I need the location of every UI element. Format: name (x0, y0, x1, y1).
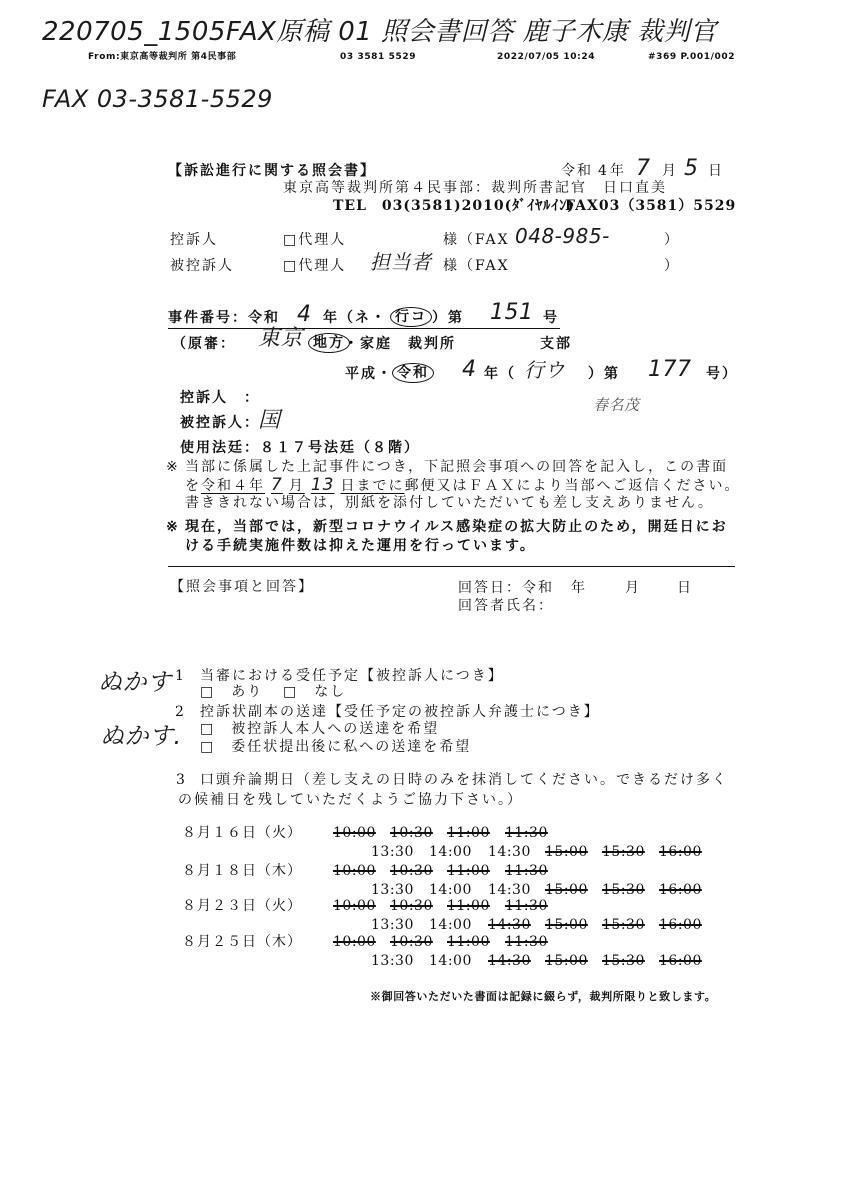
time-slot-afternoon: 14:00 (429, 844, 472, 860)
date-day-unit: 日 (708, 163, 724, 179)
time-slot-morning: 10:30 (390, 863, 433, 879)
sender-fax: FAX03（3581）5529 (565, 198, 737, 214)
appellant-label: 控訴人 ： (180, 390, 260, 406)
original-court-kind-rest: ・家庭 裁判所 (344, 336, 456, 352)
original-court-branch: 支部 (540, 336, 572, 352)
time-slot-afternoon: 15:30 (602, 917, 645, 933)
deadline-suffix: 日までに (340, 478, 405, 494)
item-option-checkbox: □ 被控訴人本人への送達を希望 (200, 721, 440, 737)
notice-covid-mark: ※ (166, 519, 180, 535)
deadline-month-unit: 月 (288, 478, 305, 494)
original-number-prefix: ）第 (588, 366, 620, 382)
original-era-circled: 令和 (392, 363, 434, 383)
case-type-circled: 行コ (390, 307, 432, 327)
original-court-place-handwritten: 東京 (258, 326, 304, 351)
recipient-close-paren: ） (664, 258, 680, 274)
fax-header-datetime: 2022/07/05 10:24 (497, 52, 596, 62)
time-slot-morning: 11:30 (505, 825, 548, 841)
response-year-unit: 年 (571, 580, 587, 596)
time-slot-afternoon: 16:00 (659, 917, 702, 933)
response-date-label: 回答日：令和 (458, 580, 554, 596)
hearing-date: ８月２５日（木） (182, 934, 302, 950)
item-text: 当審における受任予定【被控訴人につき】 (200, 668, 504, 684)
original-year-unit: 年（ (484, 366, 516, 382)
time-slot-morning: 10:00 (333, 825, 376, 841)
time-slot-morning: 10:30 (390, 825, 433, 841)
original-year-handwritten: 4 (462, 357, 477, 382)
time-slot-morning: 11:00 (447, 863, 490, 879)
item-number: 1 (175, 668, 186, 684)
notice-covid-line1: 現在，当部では，新型コロナウイルス感染症の拡大防止のため，開廷日にお (185, 519, 728, 535)
document-title: 【訴訟進行に関する照会書】 (168, 163, 376, 179)
date-month-handwritten: 7 (636, 156, 651, 181)
notice-request-mark: ※ (166, 459, 180, 475)
handwritten-fax-number: FAX 03-3581-5529 (42, 85, 273, 113)
time-slot-afternoon: 15:30 (602, 882, 645, 898)
fax-header-phone: 03 3581 5529 (340, 52, 417, 62)
time-slot-afternoon: 14:00 (429, 953, 472, 969)
time-slot-afternoon: 16:00 (659, 844, 702, 860)
time-slot-afternoon: 16:00 (659, 882, 702, 898)
time-slot-afternoon: 15:30 (602, 953, 645, 969)
notice-covid-line2: ける手続実施件数は抑えた運用を行っています。 (185, 538, 536, 554)
recipient-honorific: 様（FAX (443, 232, 510, 248)
time-slot-afternoon: 15:00 (545, 917, 588, 933)
recipient-name-handwritten: 担当者 (370, 250, 432, 274)
time-slot-afternoon: 13:30 (371, 953, 414, 969)
case-number-handwritten: 151 (490, 300, 534, 325)
time-slot-afternoon: 14:30 (488, 953, 531, 969)
response-day-unit: 日 (677, 580, 693, 596)
date-year: 4 (598, 163, 609, 179)
notice-request-line2-end: 郵便又はＦＡＸにより当部へご返信ください。 (404, 478, 741, 494)
item-option-checkbox: □ なし (283, 684, 347, 700)
item-option-checkbox: □ あり (200, 684, 264, 700)
section-divider (168, 566, 735, 567)
deadline-day-handwritten: 13 (310, 475, 335, 495)
time-slot-afternoon: 13:30 (371, 882, 414, 898)
time-slot-morning: 11:30 (505, 934, 548, 950)
time-slot-morning: 11:00 (447, 825, 490, 841)
original-court-kind-circled: 地方 (308, 333, 350, 353)
time-slot-afternoon: 13:30 (371, 844, 414, 860)
notice-request-line2-start: を (185, 478, 201, 494)
response-heading: 【照会事項と回答】 (170, 579, 314, 595)
notice-request-line3: 書ききれない場合は，別紙を添付していただいても差し支えありません。 (185, 495, 714, 511)
hearing-item-line1: 口頭弁論期日（差し支えの日時のみを抹消してください。できるだけ多く (200, 772, 728, 788)
hearing-date: ８月１６日（火） (182, 825, 302, 841)
hearing-item-line2: の候補日を残していただくようご協力下さい。） (178, 792, 523, 808)
hearing-date: ８月２３日（火） (182, 898, 302, 914)
courtroom: 使用法廷：８１７号法廷（８階） (180, 440, 420, 456)
case-number-underline (168, 328, 560, 329)
time-slot-morning: 11:30 (505, 898, 548, 914)
date-era: 令和 (561, 163, 593, 179)
recipient-fax-handwritten: 048-985- (515, 224, 610, 248)
appellee-label: 被控訴人： (180, 415, 260, 431)
original-case-type-handwritten: 行ウ (524, 358, 565, 382)
notice-request-line2 (185, 477, 740, 494)
time-slot-afternoon: 15:30 (602, 844, 645, 860)
handwritten-header-note: 220705_1505FAX原稿 01 照会書回答 鹿子木康 裁判官 (42, 17, 717, 47)
time-slot-afternoon: 15:00 (545, 882, 588, 898)
date-month-unit: 月 (662, 163, 678, 179)
recipient-agent-checkbox: □代理人 (283, 258, 347, 274)
time-slot-afternoon: 14:30 (488, 917, 531, 933)
response-month-unit: 月 (625, 580, 641, 596)
date-year-unit: 年 (610, 163, 626, 179)
case-year-handwritten: 4 (297, 302, 312, 327)
original-number-handwritten: 177 (648, 357, 692, 382)
time-slot-morning: 10:00 (333, 863, 376, 879)
recipient-honorific: 様（FAX (443, 258, 510, 274)
item-text: 控訴状副本の送達【受任予定の被控訴人弁護士につき】 (200, 704, 600, 720)
hearing-date: ８月１８日（木） (182, 863, 302, 879)
reply-deadline (201, 475, 405, 495)
time-slot-afternoon: 13:30 (371, 917, 414, 933)
time-slot-morning: 10:30 (390, 898, 433, 914)
item-number: 2 (175, 704, 186, 720)
case-year-unit: 年（ネ・ (323, 310, 387, 326)
time-slot-morning: 10:30 (390, 934, 433, 950)
original-era-other: 平成・ (345, 366, 393, 382)
appellee-name-handwritten: 国 (258, 408, 281, 433)
fax-header-from: From:東京高等裁判所 第4民事部 (88, 52, 237, 62)
response-name-label: 回答者氏名： (458, 598, 554, 614)
recipient-agent-checkbox: □代理人 (283, 232, 347, 248)
recipient-close-paren: ） (664, 232, 680, 248)
notice-request-line1: 当部に係属した上記事件につき，下記照会事項への回答を記入し，この書面 (185, 459, 729, 475)
original-number-unit: 号） (706, 366, 738, 382)
time-slot-afternoon: 14:30 (488, 844, 531, 860)
deadline-prefix: 令和４年 (201, 478, 265, 494)
item2-margin-note-handwritten: ぬかす. (100, 722, 182, 750)
time-slot-afternoon: 15:00 (545, 953, 588, 969)
item1-margin-note-handwritten: ぬかす (98, 668, 172, 696)
recipient-role-appellant: 控訴人 (170, 232, 218, 248)
date-day-handwritten: 5 (684, 156, 699, 181)
footer-note: ※御回答いただいた書面は記録に綴らず，裁判所限りと致します。 (370, 990, 717, 1003)
case-number-prefix: ）第 (432, 310, 464, 326)
item-option-checkbox: □ 委任状提出後に私への送達を希望 (200, 739, 472, 755)
time-slot-morning: 11:30 (505, 863, 548, 879)
original-trial-label: （原審： (172, 336, 236, 352)
time-slot-morning: 11:00 (447, 934, 490, 950)
sender-tel: TEL 03(3581)2010(ﾀﾞｲﾔﾙｲﾝ) (333, 198, 575, 214)
time-slot-afternoon: 14:30 (488, 882, 531, 898)
time-slot-afternoon: 14:00 (429, 882, 472, 898)
time-slot-morning: 10:00 (333, 934, 376, 950)
case-number-unit: 号 (543, 310, 559, 326)
sender-clerk: 東京高等裁判所第４民事部：裁判所書記官 日口直美 (283, 180, 667, 196)
time-slot-afternoon: 16:00 (659, 953, 702, 969)
time-slot-afternoon: 14:00 (429, 917, 472, 933)
time-slot-afternoon: 15:00 (545, 844, 588, 860)
fax-header-page: #369 P.001/002 (648, 52, 736, 62)
deadline-month-handwritten: 7 (271, 475, 283, 495)
case-number-label: 事件番号：令和 (168, 310, 280, 326)
recipient-role-appellee: 被控訴人 (170, 258, 234, 274)
appellee-side-note-handwritten: 春名茂 (593, 396, 640, 414)
time-slot-morning: 11:00 (447, 898, 490, 914)
time-slot-morning: 10:00 (333, 898, 376, 914)
hearing-item-number: 3 (176, 772, 187, 788)
